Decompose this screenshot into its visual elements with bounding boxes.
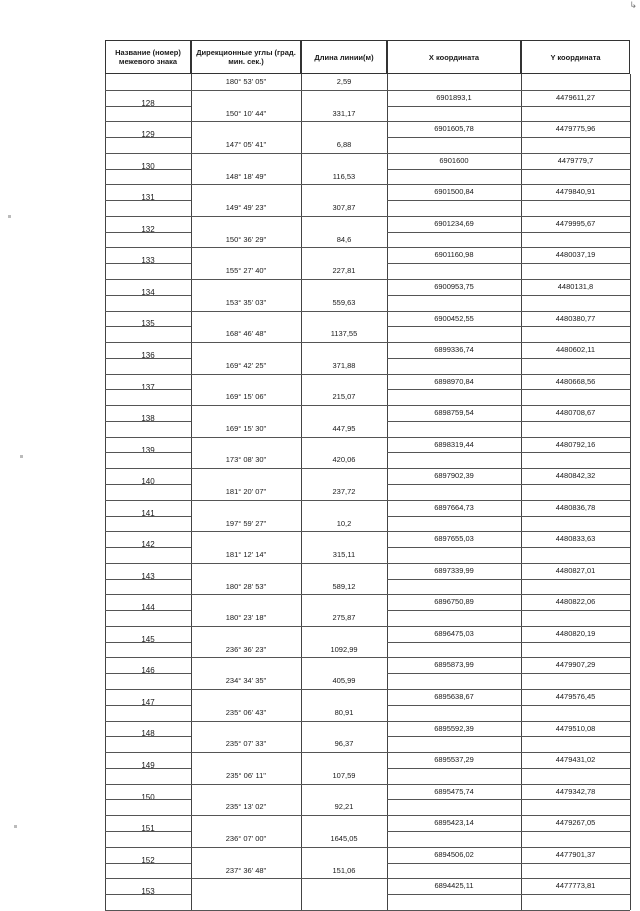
row-line <box>387 878 630 879</box>
scan-speck <box>14 825 17 828</box>
direction-angle-cell: 236° 36' 23" <box>225 644 267 654</box>
point-name-cell: 131 <box>141 193 155 203</box>
row-line <box>105 831 191 832</box>
row-line <box>105 232 191 233</box>
row-line <box>387 516 630 517</box>
x-coordinate-cell: 6897339,99 <box>434 565 474 575</box>
point-name-cell: 134 <box>141 287 155 297</box>
header-direction-angle: Дирекционные углы (град. мин. сек.) <box>191 40 301 74</box>
row-line <box>105 263 191 264</box>
row-line <box>387 547 630 548</box>
row-line <box>105 184 191 185</box>
point-name-cell: 133 <box>141 256 155 266</box>
line-length-cell: 1092,99 <box>330 644 358 654</box>
line-length-cell: 2,59 <box>336 77 352 86</box>
line-length-cell: 116,53 <box>332 171 356 181</box>
direction-angle-cell: 155° 27' 40" <box>225 266 267 276</box>
line-length-cell: 420,06 <box>332 455 356 465</box>
row-line <box>105 705 191 706</box>
line-length-cell: 559,63 <box>332 297 356 307</box>
row-line <box>387 153 630 154</box>
y-coordinate-cell: 4480827,01 <box>555 565 596 575</box>
row-line <box>191 531 387 532</box>
y-coordinate-cell: 4480822,06 <box>555 597 596 607</box>
row-line <box>105 169 191 170</box>
row-line <box>105 815 191 816</box>
row-line <box>105 878 191 879</box>
line-length-cell: 227,81 <box>332 266 356 276</box>
row-line <box>105 421 191 422</box>
row-line <box>105 500 191 501</box>
x-coordinate-cell: 6895475,74 <box>434 786 474 796</box>
row-line <box>387 389 630 390</box>
y-coordinate-cell: 4480842,32 <box>555 471 596 481</box>
row-line <box>387 484 630 485</box>
row-line <box>387 358 630 359</box>
row-line <box>387 342 630 343</box>
row-line <box>191 184 387 185</box>
row-line <box>105 799 191 800</box>
row-line <box>105 279 191 280</box>
row-line <box>387 894 630 895</box>
row-line <box>105 200 191 201</box>
line-length-cell: 1137,55 <box>330 329 358 339</box>
point-name-cell: 130 <box>141 161 155 171</box>
x-coordinate-cell: 6895423,14 <box>434 818 474 828</box>
direction-angle-cell: 169° 42' 25" <box>225 360 267 370</box>
row-line <box>387 642 630 643</box>
row-line <box>105 358 191 359</box>
row-line <box>387 106 630 107</box>
row-line <box>105 547 191 548</box>
direction-angle-cell: 180° 28' 53" <box>225 581 267 591</box>
y-coordinate-cell: 4480820,19 <box>555 628 596 638</box>
x-coordinate-cell: 6901500,84 <box>434 187 474 197</box>
line-length-cell: 215,07 <box>332 392 356 402</box>
row-line <box>191 847 387 848</box>
line-length-cell: 151,06 <box>332 865 356 875</box>
line-length-cell: 107,59 <box>332 770 356 780</box>
x-coordinate-cell: 6897664,73 <box>434 502 474 512</box>
row-line <box>105 389 191 390</box>
point-name-cell: 144 <box>141 603 155 613</box>
y-coordinate-cell: 4480131,8 <box>557 282 594 291</box>
x-coordinate-cell: 6899336,74 <box>434 345 474 355</box>
y-coordinate-cell: 4480602,11 <box>555 345 596 355</box>
direction-angle-cell: 180° 53' 05" <box>225 77 267 86</box>
direction-angle-cell: 147° 05' 41" <box>225 140 267 150</box>
row-line <box>191 374 387 375</box>
direction-angle-cell: 235° 06' 11" <box>226 770 266 780</box>
row-line <box>191 657 387 658</box>
point-name-cell: 151 <box>141 824 155 834</box>
row-line <box>105 484 191 485</box>
row-line <box>105 736 191 737</box>
x-coordinate-cell: 6898319,44 <box>434 439 474 449</box>
point-name-cell: 129 <box>141 130 155 140</box>
row-line <box>191 437 387 438</box>
row-line <box>105 563 191 564</box>
x-coordinate-cell: 6897902,39 <box>434 471 474 481</box>
point-name-cell: 136 <box>141 350 155 360</box>
direction-angle-cell: 173° 08' 30" <box>225 455 267 465</box>
row-line <box>105 452 191 453</box>
row-line <box>191 626 387 627</box>
header-y-coordinate: Y координата <box>521 40 630 74</box>
direction-angle-cell: 237° 36' 48" <box>225 865 267 875</box>
row-line <box>105 642 191 643</box>
line-length-cell: 447,95 <box>332 423 356 433</box>
y-coordinate-cell: 4479611,27 <box>555 92 596 102</box>
x-coordinate-cell: 6896475,03 <box>434 628 474 638</box>
row-line <box>191 247 387 248</box>
point-name-cell: 140 <box>141 477 155 487</box>
direction-angle-cell: 235° 13' 02" <box>225 802 267 812</box>
header-point-name: Название (номер) межевого знака <box>105 40 191 74</box>
header-x-coordinate: X координата <box>387 40 521 74</box>
row-line <box>105 516 191 517</box>
row-line <box>387 184 630 185</box>
row-line <box>387 784 630 785</box>
direction-angle-cell: 150° 36' 29" <box>225 234 267 244</box>
row-line <box>105 689 191 690</box>
x-coordinate-cell: 6901600 <box>439 155 469 165</box>
row-line <box>191 405 387 406</box>
row-line <box>105 657 191 658</box>
y-coordinate-cell: 4479342,78 <box>555 786 596 796</box>
y-coordinate-cell: 4479775,96 <box>555 124 596 134</box>
point-name-cell: 143 <box>141 571 155 581</box>
row-line <box>191 216 387 217</box>
line-length-cell: 92,21 <box>334 802 354 812</box>
point-name-cell: 152 <box>141 855 155 865</box>
row-line <box>191 815 387 816</box>
row-line <box>387 594 630 595</box>
x-coordinate-cell: 6895592,39 <box>434 723 474 733</box>
row-line <box>105 216 191 217</box>
coordinates-table <box>105 40 630 897</box>
row-line <box>105 121 191 122</box>
scan-speck <box>20 455 23 458</box>
line-length-cell: 307,87 <box>332 203 356 213</box>
y-coordinate-cell: 4480833,63 <box>555 534 596 544</box>
x-coordinate-cell: 6895873,99 <box>434 660 474 670</box>
line-length-cell: 10,2 <box>336 518 352 528</box>
scan-corner-mark: ↳ <box>629 0 637 10</box>
row-line <box>387 468 630 469</box>
x-coordinate-cell: 6900452,55 <box>434 313 474 323</box>
row-line <box>387 216 630 217</box>
row-line <box>387 721 630 722</box>
line-length-cell: 331,17 <box>332 108 356 118</box>
row-line <box>105 894 191 895</box>
direction-angle-cell: 235° 06' 43" <box>225 707 267 717</box>
row-line <box>387 531 630 532</box>
row-line <box>105 137 191 138</box>
row-line <box>105 311 191 312</box>
row-line <box>191 468 387 469</box>
y-coordinate-cell: 4479431,02 <box>555 755 596 765</box>
point-name-cell: 132 <box>141 224 155 234</box>
direction-angle-cell: 181° 20' 07" <box>225 487 267 497</box>
point-name-cell: 128 <box>141 98 155 108</box>
direction-angle-cell: 148° 18' 49" <box>225 171 267 181</box>
y-coordinate-cell: 4480708,67 <box>555 408 596 418</box>
line-length-cell: 589,12 <box>332 581 356 591</box>
row-line <box>387 610 630 611</box>
row-line <box>105 784 191 785</box>
row-line <box>387 374 630 375</box>
y-coordinate-cell: 4479840,91 <box>555 187 596 197</box>
row-line <box>105 342 191 343</box>
row-line <box>191 721 387 722</box>
x-coordinate-cell: 6894425,11 <box>434 881 474 891</box>
y-coordinate-cell: 4480792,16 <box>555 439 596 449</box>
row-line <box>387 137 630 138</box>
y-coordinate-cell: 4480380,77 <box>555 313 596 323</box>
row-line <box>387 279 630 280</box>
row-line <box>387 500 630 501</box>
row-line <box>387 90 630 91</box>
direction-angle-cell: 234° 34' 35" <box>225 676 267 686</box>
point-name-cell: 146 <box>141 666 155 676</box>
y-coordinate-cell: 4477901,37 <box>555 849 596 859</box>
y-coordinate-cell: 4479510,08 <box>555 723 596 733</box>
row-line <box>105 405 191 406</box>
row-line <box>191 784 387 785</box>
row-line <box>191 594 387 595</box>
line-length-cell: 275,87 <box>332 613 356 623</box>
direction-angle-cell: 169° 15' 06" <box>225 392 267 402</box>
x-coordinate-cell: 6894506,02 <box>434 849 474 859</box>
direction-angle-cell: 150° 10' 44" <box>225 108 267 118</box>
row-line <box>191 153 387 154</box>
row-line <box>387 705 630 706</box>
line-length-cell: 405,99 <box>332 676 356 686</box>
row-line <box>105 437 191 438</box>
row-line <box>387 815 630 816</box>
x-coordinate-cell: 6901605,78 <box>434 124 474 134</box>
y-coordinate-cell: 4479995,67 <box>555 218 596 228</box>
row-line <box>387 452 630 453</box>
row-line <box>105 326 191 327</box>
row-line <box>105 374 191 375</box>
row-line <box>387 121 630 122</box>
row-line <box>387 752 630 753</box>
row-line <box>191 689 387 690</box>
row-line <box>105 863 191 864</box>
y-coordinate-cell: 4479907,29 <box>555 660 596 670</box>
direction-angle-cell: 236° 07' 00" <box>225 833 267 843</box>
row-line <box>191 752 387 753</box>
point-name-cell: 148 <box>141 729 155 739</box>
direction-angle-cell: 181° 12' 14" <box>225 550 267 560</box>
x-coordinate-cell: 6901893,1 <box>436 92 472 102</box>
row-line <box>387 563 630 564</box>
line-length-cell: 80,91 <box>334 707 354 717</box>
y-coordinate-cell: 4480668,56 <box>555 376 596 386</box>
row-line <box>387 831 630 832</box>
point-name-cell: 150 <box>141 792 155 802</box>
direction-angle-cell: 235° 07' 33" <box>225 739 267 749</box>
point-name-cell: 141 <box>141 508 155 518</box>
row-line <box>105 468 191 469</box>
line-length-cell: 6,88 <box>336 140 352 150</box>
row-line <box>105 579 191 580</box>
row-line <box>191 878 387 879</box>
line-length-cell: 371,88 <box>332 360 356 370</box>
row-line <box>105 531 191 532</box>
row-line <box>387 326 630 327</box>
row-line <box>191 279 387 280</box>
row-line <box>387 295 630 296</box>
line-length-cell: 84,6 <box>336 234 352 244</box>
row-line <box>191 563 387 564</box>
line-length-cell: 315,11 <box>332 550 356 560</box>
direction-angle-cell: 197° 59' 27" <box>225 518 267 528</box>
direction-angle-cell: 153° 35' 03" <box>225 297 267 307</box>
direction-angle-cell: 180° 23' 18" <box>225 613 267 623</box>
row-line <box>191 121 387 122</box>
x-coordinate-cell: 6901234,69 <box>434 218 474 228</box>
point-name-cell: 145 <box>141 634 155 644</box>
row-line <box>387 863 630 864</box>
column-line <box>630 74 631 910</box>
point-name-cell: 137 <box>141 382 155 392</box>
row-line <box>387 169 630 170</box>
y-coordinate-cell: 4477773,81 <box>555 881 596 891</box>
y-coordinate-cell: 4480037,19 <box>555 250 596 260</box>
point-name-cell: 139 <box>141 445 155 455</box>
x-coordinate-cell: 6895638,67 <box>434 692 474 702</box>
x-coordinate-cell: 6900953,75 <box>434 282 474 291</box>
row-line <box>105 106 191 107</box>
row-line <box>387 626 630 627</box>
row-line <box>387 673 630 674</box>
row-line <box>105 90 191 91</box>
row-line <box>191 342 387 343</box>
x-coordinate-cell: 6901160,98 <box>434 250 474 260</box>
scan-speck <box>8 215 11 218</box>
row-line <box>105 847 191 848</box>
row-line <box>387 657 630 658</box>
row-line <box>387 247 630 248</box>
row-line <box>191 311 387 312</box>
line-length-cell: 96,37 <box>334 739 354 749</box>
row-line <box>387 232 630 233</box>
row-line <box>387 405 630 406</box>
row-line <box>387 311 630 312</box>
direction-angle-cell: 169° 15' 30" <box>225 423 267 433</box>
x-coordinate-cell: 6897655,03 <box>434 534 474 544</box>
y-coordinate-cell: 4479267,05 <box>555 818 596 828</box>
row-line <box>387 421 630 422</box>
row-line <box>105 295 191 296</box>
row-line <box>105 721 191 722</box>
row-line <box>387 799 630 800</box>
row-line <box>191 500 387 501</box>
direction-angle-cell: 168° 46' 48" <box>225 329 267 339</box>
x-coordinate-cell: 6895537,29 <box>434 755 474 765</box>
x-coordinate-cell: 6898759,54 <box>434 408 474 418</box>
x-coordinate-cell: 6898970,84 <box>434 376 474 386</box>
point-name-cell: 147 <box>141 697 155 707</box>
row-line <box>105 673 191 674</box>
row-line <box>105 626 191 627</box>
point-name-cell: 142 <box>141 540 155 550</box>
row-line <box>387 437 630 438</box>
row-line <box>387 200 630 201</box>
row-line <box>387 263 630 264</box>
row-line <box>105 768 191 769</box>
point-name-cell: 149 <box>141 760 155 770</box>
row-line <box>105 610 191 611</box>
direction-angle-cell: 149° 49' 23" <box>225 203 267 213</box>
point-name-cell: 138 <box>141 414 155 424</box>
line-length-cell: 237,72 <box>332 487 356 497</box>
row-line <box>105 752 191 753</box>
row-line <box>105 153 191 154</box>
row-line <box>387 736 630 737</box>
row-line <box>191 90 387 91</box>
y-coordinate-cell: 4479779,7 <box>557 155 594 165</box>
y-coordinate-cell: 4479576,45 <box>555 692 596 702</box>
point-name-cell: 135 <box>141 319 155 329</box>
point-name-cell: 153 <box>141 887 155 897</box>
row-line <box>387 579 630 580</box>
row-line <box>105 247 191 248</box>
y-coordinate-cell: 4480836,78 <box>555 502 596 512</box>
row-line <box>387 689 630 690</box>
line-length-cell: 1645,05 <box>330 833 358 843</box>
header-line-length: Длина линии(м) <box>301 40 387 74</box>
row-line <box>105 594 191 595</box>
row-line <box>387 847 630 848</box>
x-coordinate-cell: 6896750,89 <box>434 597 474 607</box>
row-line <box>387 768 630 769</box>
